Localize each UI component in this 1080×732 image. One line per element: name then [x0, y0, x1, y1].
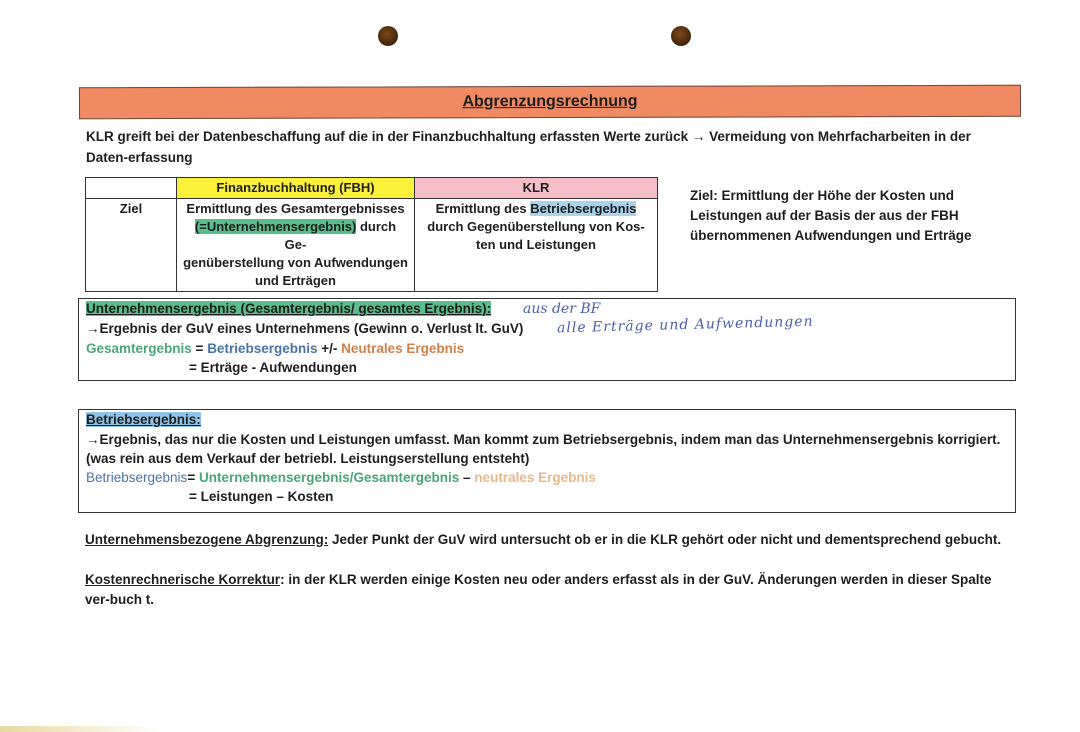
klr-line2: durch Gegenüberstellung von Kos-: [427, 219, 645, 234]
box1-formula-a: Gesamtergebnis: [86, 341, 192, 356]
page-edge-stripe: [0, 726, 160, 732]
cell-klr-ziel: [415, 199, 658, 292]
klr-highlight: Betriebsergebnis: [530, 201, 637, 216]
fbh-line3: genüberstellung von Aufwendungen: [183, 255, 408, 270]
box2-line2: (was rein aus dem Verkauf der betriebl. Leistungserstellung entsteht): [86, 451, 530, 466]
ziel-note: [690, 186, 1010, 246]
box2-formula: [86, 470, 596, 485]
para2-term: Kostenrechnerische Korrektur: [85, 572, 281, 587]
unternehmensbezogene-abgrenzung: [85, 530, 1005, 550]
box1-formula-eq: =: [191, 341, 208, 356]
box2-heading-line: [86, 412, 201, 427]
intro-text: KLR greift bei der Datenbeschaffung auf die in der Finanzbuchhaltung erfassten Werte zurück → Vermeidung von Mehrfacharbeiten in der Daten-erfassung: [86, 129, 971, 165]
klr-line1: [421, 200, 651, 218]
title-banner: [79, 85, 1021, 119]
ziel-line2: Leistungen auf der Basis der aus der FBH: [690, 208, 959, 223]
box2-formula-b: Unternehmensergebnis/Gesamtergebnis: [198, 470, 460, 485]
para1-text: Jeder Punkt der GuV wird untersucht ob er in die KLR gehört oder nicht und dementsprechend gebucht.: [328, 532, 1002, 547]
handwriting-aus-der-bf: aus der BF: [523, 301, 601, 317]
box1-formula2: = Erträge - Aufwendungen: [189, 360, 357, 375]
fbh-line2-rest: durch Ge-: [284, 219, 397, 252]
box1-formula-b: Betriebsergebnis: [207, 341, 318, 356]
box2-heading: Betriebsergebnis:: [86, 412, 201, 427]
box2-formula-a: Betriebsergebnis: [86, 470, 188, 485]
box1-formula: [86, 341, 464, 356]
unternehmensergebnis-box: [78, 298, 1016, 381]
para1-term: Unternehmensbezogene Abgrenzung:: [85, 532, 329, 547]
klr-line3: ten und Leistungen: [476, 237, 596, 252]
fbh-highlight: (=Unternehmensergebnis): [194, 219, 357, 234]
fbh-line4: und Erträgen: [255, 273, 336, 288]
ziel-line3: übernommenen Aufwendungen und Erträge: [690, 228, 972, 243]
header-klr: KLR: [415, 178, 658, 199]
fbh-line1: Ermittlung des Gesamtergebnisses: [186, 201, 405, 216]
ziel-line1: Ziel: Ermittlung der Höhe der Kosten und: [690, 188, 955, 203]
row-label-ziel: Ziel: [86, 199, 177, 292]
box2-formula2: = Leistungen – Kosten: [189, 489, 334, 504]
box2-line1: →Ergebnis, das nur die Kosten und Leistungen umfasst. Man kommt zum Betriebsergebnis, indem man das Unternehmensergebnis korrigiert.: [86, 432, 1001, 447]
handwriting-ertraege: alle Erträge und Aufwendungen: [556, 313, 814, 337]
box2-formula-eq: =: [187, 470, 199, 485]
box1-formula-c: Neutrales Ergebnis: [341, 341, 465, 356]
box1-formula-op: +/-: [317, 341, 342, 356]
punch-hole-left: [378, 26, 398, 46]
klr-line1-start: Ermittlung des: [435, 201, 531, 216]
cell-fbh-ziel: [177, 199, 415, 292]
box2-formula-c: neutrales Ergebnis: [474, 470, 596, 485]
box1-heading-line: [86, 301, 491, 316]
fbh-line2: [183, 218, 408, 254]
table-header-row: [86, 178, 658, 199]
comparison-table: [85, 177, 658, 292]
box1-heading: Unternehmensergebnis (Gesamtergebnis/ gesamtes Ergebnis):: [86, 301, 492, 316]
punch-hole-right: [671, 26, 691, 46]
betriebsergebnis-box: [78, 409, 1016, 513]
kostenrechnerische-korrektur: [85, 570, 1005, 610]
header-fbh: Finanzbuchhaltung (FBH): [177, 178, 415, 199]
page-title: Abgrenzungsrechnung: [462, 92, 638, 111]
para2-text: : in der KLR werden einige Kosten neu oder anders erfasst als in der GuV. Änderungen werden in dieser Spalte ver-buch t.: [85, 572, 992, 607]
box1-line1: →Ergebnis der GuV eines Unternehmens (Gewinn o. Verlust lt. GuV): [86, 321, 524, 336]
box2-formula-op: –: [459, 470, 475, 485]
table-corner-cell: [86, 178, 177, 199]
table-row: [86, 199, 658, 292]
